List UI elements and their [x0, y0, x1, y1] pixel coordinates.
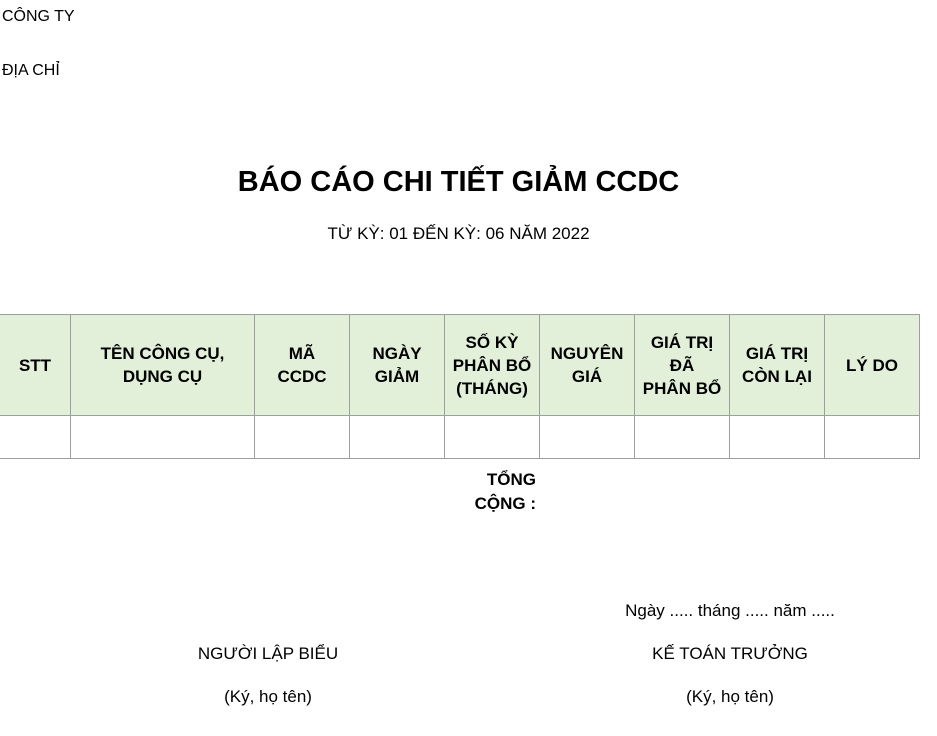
table-cell: [350, 416, 445, 459]
chief-accountant-sign-note: (Ký, họ tên): [686, 687, 774, 706]
total-label: TỔNG CỘNG :: [474, 470, 536, 513]
table-cell: [71, 416, 255, 459]
table-cell: [825, 416, 920, 459]
table-cell: [255, 416, 350, 459]
column-header-original-cost: NGUYÊN GIÁ: [540, 315, 635, 416]
company-address: ĐỊA CHỈ: [2, 62, 60, 79]
column-header-decrease-date: NGÀY GIẢM: [350, 315, 445, 416]
table-row: [0, 416, 920, 459]
table-cell: [540, 416, 635, 459]
preparer-title: NGƯỜI LẬP BIỂU: [197, 644, 339, 663]
column-header-remaining-value: GIÁ TRỊ CÒN LẠI: [730, 315, 825, 416]
column-header-allocation-periods: SỐ KỲ PHÂN BỔ (THÁNG): [445, 315, 540, 416]
column-header-tool-name: TÊN CÔNG CỤ, DỤNG CỤ: [71, 315, 255, 416]
preparer-sign-note: (Ký, họ tên): [224, 687, 312, 706]
column-header-tool-code: MÃ CCDC: [255, 315, 350, 416]
signature-date-line: Ngày ..... tháng ..... năm .....: [625, 601, 835, 620]
table-header-row: [0, 315, 920, 416]
column-header-reason: LÝ DO: [825, 315, 920, 416]
company-name: CÔNG TY: [2, 8, 75, 25]
table-cell: [635, 416, 730, 459]
table-cell: [445, 416, 540, 459]
column-header-stt: STT: [0, 315, 71, 416]
column-header-allocated-value: GIÁ TRỊ ĐÃ PHÂN BỔ: [635, 315, 730, 416]
chief-accountant-title: KẾ TOÁN TRƯỞNG: [652, 644, 808, 663]
table-cell: [730, 416, 825, 459]
table-cell: [0, 416, 71, 459]
report-period: TỪ KỲ: 01 ĐẾN KỲ: 06 NĂM 2022: [327, 224, 590, 243]
report-title: BÁO CÁO CHI TIẾT GIẢM CCDC: [237, 166, 680, 198]
tool-decrease-table: [0, 314, 920, 459]
